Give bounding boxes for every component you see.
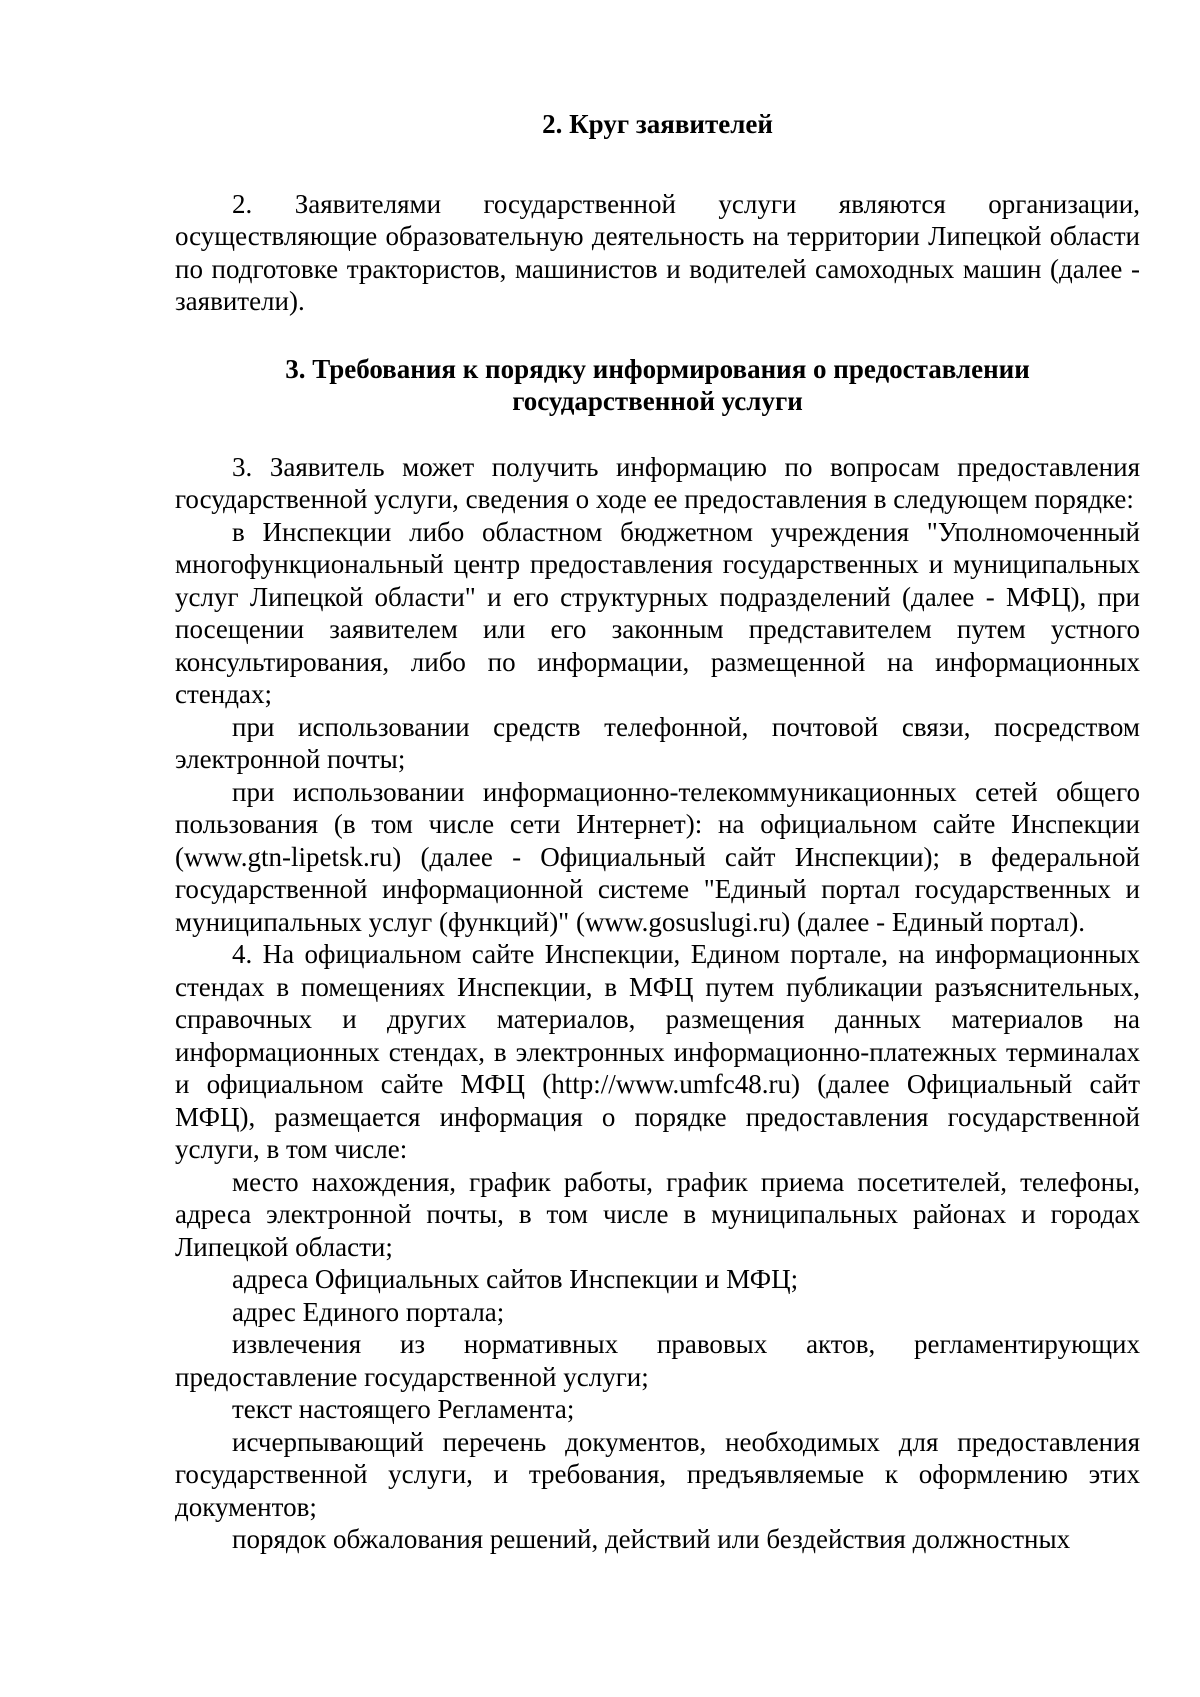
document-page — [175, 108, 1140, 1556]
section-3-heading-line-2: государственной услуги — [512, 386, 803, 416]
section-2-heading: 2. Круг заявителей — [542, 109, 773, 139]
paragraph-internet: при использовании информационно-телекоммуникационных сетей общего пользования (в том числе сети Интернет): на официальном сайте Инспекции (www.gtn-lipetsk.ru) (далее - Официальный сайт Инспекции); в федеральной государственной информационной системе "Единый портал государственных и муниципальных услуг (функций)" (www.gosuslugi.ru) (далее - Единый портал). — [175, 776, 1140, 937]
list-item-location: место нахождения, график работы, график приема посетителей, телефоны, адреса электронной почты, в том числе в муниципальных районах и городах Липецкой области; — [175, 1166, 1140, 1262]
list-item-regulation: текст настоящего Регламента; — [232, 1394, 575, 1424]
paragraph-inspection: в Инспекции либо областном бюджетном учреждения "Уполномоченный многофункциональный центр предоставления государственных и муниципальных услуг Липецкой области" и его структурных подразделений (далее - МФЦ), при посещении заявителем или его законным представителем путем устного консультирования, либо по информации, размещенной на информационных стендах; — [175, 516, 1140, 709]
section-3-heading-line-1: 3. Требования к порядку информирования о предоставлении — [285, 353, 1030, 384]
list-item-appeal: порядок обжалования решений, действий или бездействия должностных — [232, 1524, 1071, 1554]
paragraph-2: 2. Заявителями государственной услуги являются организации, осуществляющие образовательную деятельность на территории Липецкой области по подготовке трактористов, машинистов и водителей самоходных машин (далее - заявители). — [175, 188, 1140, 316]
paragraph-phone: при использовании средств телефонной, почтовой связи, посредством электронной почты; — [175, 711, 1140, 774]
list-item-documents: исчерпывающий перечень документов, необходимых для предоставления государственной услуги, и требования, предъявляемые к оформлению этих документов; — [175, 1426, 1140, 1522]
paragraph-4: 4. На официальном сайте Инспекции, Едином портале, на информационных стендах в помещениях Инспекции, в МФЦ путем публикации разъяснительных, справочных и других материалов, размещения данных материалов на информационных стендах, в электронных информационно-платежных терминалах и официальном сайте МФЦ (http://www.umfc48.ru) (далее Официальный сайт МФЦ), размещается информация о порядке предоставления государственной услуги, в том числе: — [175, 939, 1140, 1164]
list-item-portal: адрес Единого портала; — [232, 1296, 505, 1327]
section-3-heading — [175, 353, 1140, 418]
list-item-extracts: извлечения из нормативных правовых актов, регламентирующих предоставление государственной услуги; — [175, 1329, 1140, 1392]
paragraph-3: 3. Заявитель может получить информацию по вопросам предоставления государственной услуги, сведения о ходе ее предоставления в следующем порядке: — [175, 451, 1140, 514]
list-item-sites: адреса Официальных сайтов Инспекции и МФЦ; — [232, 1264, 799, 1294]
